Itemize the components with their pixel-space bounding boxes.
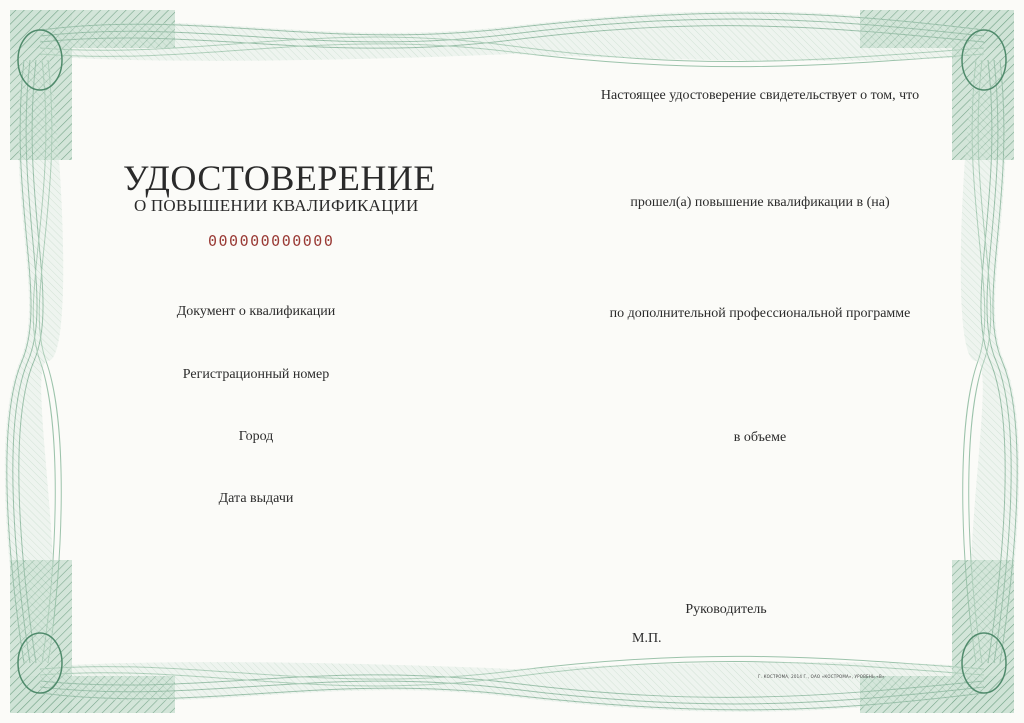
- certificate-title: УДОСТОВЕРЕНИЕ: [123, 158, 436, 198]
- ribbon-fill: [5, 11, 1019, 712]
- corner-loops: [18, 30, 1006, 693]
- completed-training-text: прошел(а) повышение квалификации в (на): [630, 195, 890, 210]
- head-signature-label: Руководитель: [685, 602, 767, 617]
- certificate-subtitle: О ПОВЫШЕНИИ КВАЛИФИКАЦИИ: [134, 196, 419, 215]
- serial-number: 000000000000: [208, 232, 335, 250]
- volume-text: в объеме: [733, 430, 787, 445]
- city-label: Город: [238, 429, 274, 444]
- stamp-place-label: М.П.: [632, 631, 662, 646]
- registration-number-label: Регистрационный номер: [182, 367, 330, 382]
- ribbon-border: [7, 13, 1017, 710]
- certifies-text: Настоящее удостоверение свидетельствует о том, что: [600, 88, 920, 103]
- qualification-doc-label: Документ о квалификации: [176, 304, 336, 319]
- program-text: по дополнительной профессиональной программе: [609, 306, 911, 321]
- printer-imprint: Г. КОСТРОМА, 2014 Г., ОАО «КОСТРОМА», УРОВЕНЬ «В»: [758, 674, 885, 679]
- issue-date-label: Дата выдачи: [218, 491, 294, 506]
